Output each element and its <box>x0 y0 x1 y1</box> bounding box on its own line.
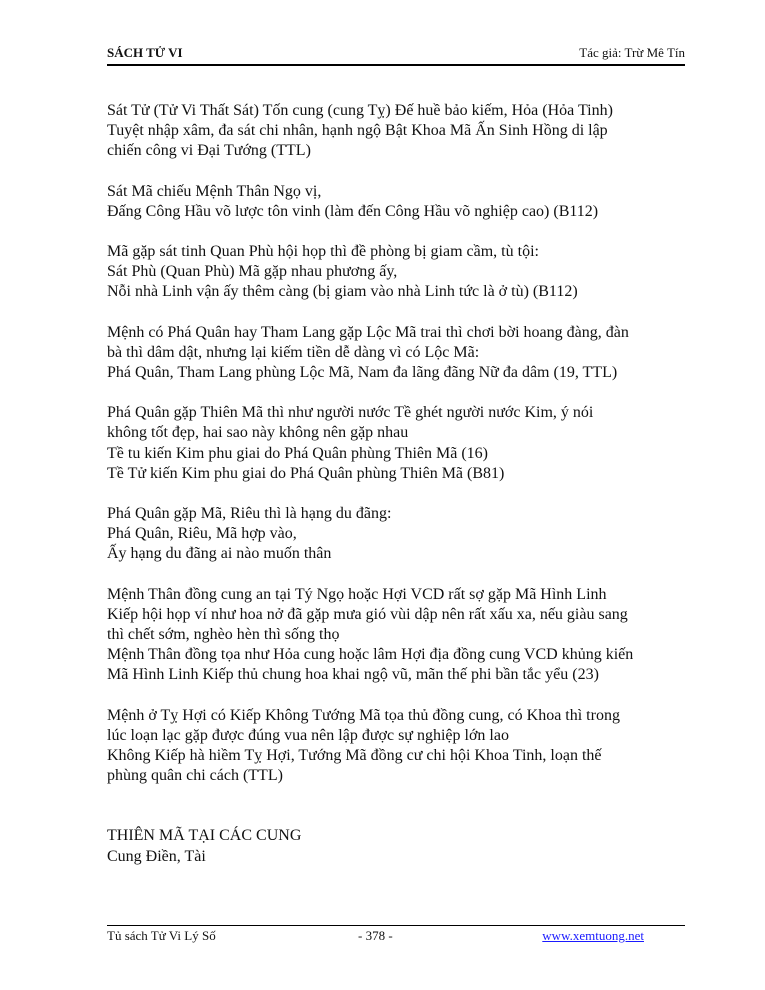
text-line: lúc loạn lạc gặp được đúng vua nên lập được sự nghiệp lớn lao <box>107 726 509 744</box>
text-line: Mệnh Thân đồng cung an tại Tý Ngọ hoặc Hợi VCD rất sợ gặp Mã Hình Linh <box>107 585 607 603</box>
section-title: THIÊN MÃ TẠI CÁC CUNG <box>107 827 302 845</box>
page-header <box>107 45 685 61</box>
text-line: Phá Quân gặp Mã, Riêu thì là hạng du đãng: <box>107 505 392 523</box>
text-line: Mã Hình Linh Kiếp thủ chung hoa khai ngộ vũ, mãn thế phi bần tắc yểu (23) <box>107 666 599 684</box>
section-heading <box>107 826 697 866</box>
book-title: SÁCH TỬ VI <box>107 45 183 60</box>
text-line: Sát Phù (Quan Phù) Mã gặp nhau phương ấy, <box>107 263 398 281</box>
section-subtitle: Cung Điền, Tài <box>107 847 206 865</box>
paragraph <box>107 403 697 484</box>
paragraph-list <box>107 101 697 786</box>
text-line: Mệnh có Phá Quân hay Tham Lang gặp Lộc Mã trai thì chơi bời hoang đàng, đàn <box>107 323 629 341</box>
text-line: Kiếp hội họp ví như hoa nở đã gặp mưa gió vùi dập nên rất xấu xa, nếu giàu sang <box>107 605 628 623</box>
paragraph <box>107 504 697 565</box>
text-line: không tốt đẹp, hai sao này không nên gặp nhau <box>107 424 409 442</box>
text-line: Tuyệt nhập xâm, đa sát chi nhân, hạnh ngộ Bật Khoa Mã Ấn Sinh Hồng di lập <box>107 122 608 140</box>
text-line: Tề tu kiến Kim phu giai do Phá Quân phùng Thiên Mã (16) <box>107 444 488 462</box>
paragraph <box>107 182 697 222</box>
text-line: chiến công vi Đại Tướng (TTL) <box>107 142 311 160</box>
text-line: Sát Mã chiếu Mệnh Thân Ngọ vị, <box>107 182 322 200</box>
footer-divider <box>107 925 685 926</box>
text-line: Phá Quân, Riêu, Mã hợp vào, <box>107 525 297 543</box>
text-line: Mã gặp sát tinh Quan Phù hội họp thì đề phòng bị giam cầm, tù tội: <box>107 243 539 261</box>
paragraph <box>107 706 697 787</box>
text-line: Ấy hạng du đãng ai nào muốn thân <box>107 545 332 563</box>
text-line: Mệnh ở Tỵ Hợi có Kiếp Không Tướng Mã tọa thủ đồng cung, có Khoa thì trong <box>107 706 620 724</box>
header-divider <box>107 64 685 66</box>
author-credit: Tác giả: Trừ Mê Tín <box>579 45 685 60</box>
paragraph <box>107 242 697 303</box>
text-line: Nỗi nhà Linh vận ấy thêm càng (bị giam vào nhà Linh tức là ở tù) (B112) <box>107 283 578 301</box>
text-line: phùng quân chi cách (TTL) <box>107 767 283 785</box>
text-line: Tề Tử kiến Kim phu giai do Phá Quân phùng Thiên Mã (B81) <box>107 464 505 482</box>
paragraph <box>107 101 697 162</box>
text-line: Đấng Công Hầu võ lược tôn vinh (làm đến Công Hầu võ nghiệp cao) (B112) <box>107 202 599 220</box>
page-body <box>107 101 697 867</box>
text-line: Phá Quân, Tham Lang phùng Lộc Mã, Nam đa lãng đãng Nữ đa dâm (19, TTL) <box>107 364 618 382</box>
footer-series: Tủ sách Tử Vi Lý Số <box>107 928 216 943</box>
page-number: - 378 - <box>358 928 393 943</box>
website-link[interactable]: www.xemtuong.net <box>542 928 644 943</box>
text-line: Sát Tử (Tử Vi Thất Sát) Tốn cung (cung Tỵ) Đế huề bảo kiếm, Hỏa (Hỏa Tinh) <box>107 102 613 119</box>
text-line: Mệnh Thân đồng tọa như Hỏa cung hoặc lâm Hợi địa đồng cung VCD khủng kiến <box>107 646 634 664</box>
text-line: Phá Quân gặp Thiên Mã thì như người nước Tề ghét người nước Kim, ý nói <box>107 404 594 422</box>
paragraph <box>107 323 697 384</box>
text-line: Không Kiếp hà hiềm Tỵ Hợi, Tướng Mã đồng cư chi hội Khoa Tinh, loạn thế <box>107 747 602 765</box>
text-line: bà thì dâm dật, nhưng lại kiếm tiền dễ dàng vì có Lộc Mã: <box>107 343 480 361</box>
text-line: thì chết sớm, nghèo hèn thì sống thọ <box>107 626 340 644</box>
paragraph <box>107 585 697 686</box>
